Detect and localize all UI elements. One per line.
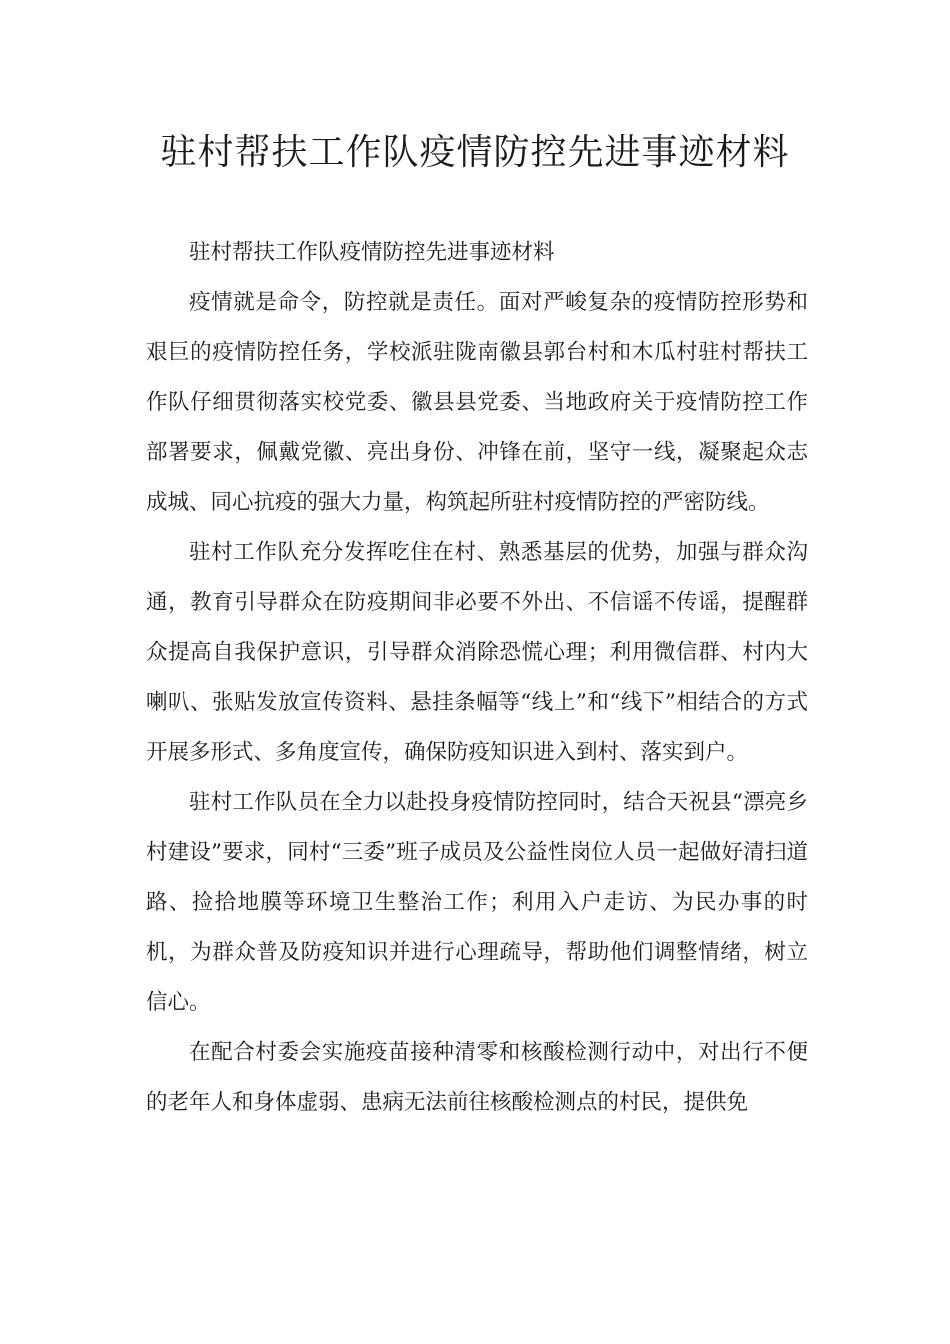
document-title: 驻村帮扶工作队疫情防控先进事迹材料 [160,132,790,173]
paragraph: 疫情就是命令，防控就是责任。面对严峻复杂的疫情防控形势和艰巨的疫情防控任务，学校派驻陇南徽县郭台村和木瓜村驻村帮扶工作队仔细贯彻落实校党委、徽县县党委、当地政府关于疫情防控工作部署要求，佩戴党徽、亮出身份、冲锋在前，坚守一线，凝聚起众志成城、同心抗疫的强大力量，构筑起所驻村疫情防控的严密防线。 [146,290,808,515]
paragraph: 驻村工作队充分发挥吃住在村、熟悉基层的优势，加强与群众沟通，教育引导群众在防疫期间非必要不外出、不信谣不传谣，提醒群众提高自我保护意识，引导群众消除恐慌心理；利用微信群、村内大喇叭、张贴发放宣传资料、悬挂条幅等“线上”和“线下”相结合的方式开展多形式、多角度宣传，确保防疫知识进入到村、落实到户。 [146,540,809,765]
paragraph: 在配合村委会实施疫苗接种清零和核酸检测行动中，对出行不便的老年人和身体虚弱、患病无法前往核酸检测点的村民，提供免 [146,1040,808,1115]
paragraph-subtitle: 驻村帮扶工作队疫情防控先进事迹材料 [189,240,555,265]
document-body [146,228,808,1128]
paragraph: 驻村工作队员在全力以赴投身疫情防控同时，结合天祝县“漂亮乡村建设”要求，同村“三委”班子成员及公益性岗位人员一起做好清扫道路、捡拾地膜等环境卫生整治工作；利用入户走访、为民办事的时机，为群众普及防疫知识并进行心理疏导，帮助他们调整情绪，树立信心。 [146,790,808,1015]
